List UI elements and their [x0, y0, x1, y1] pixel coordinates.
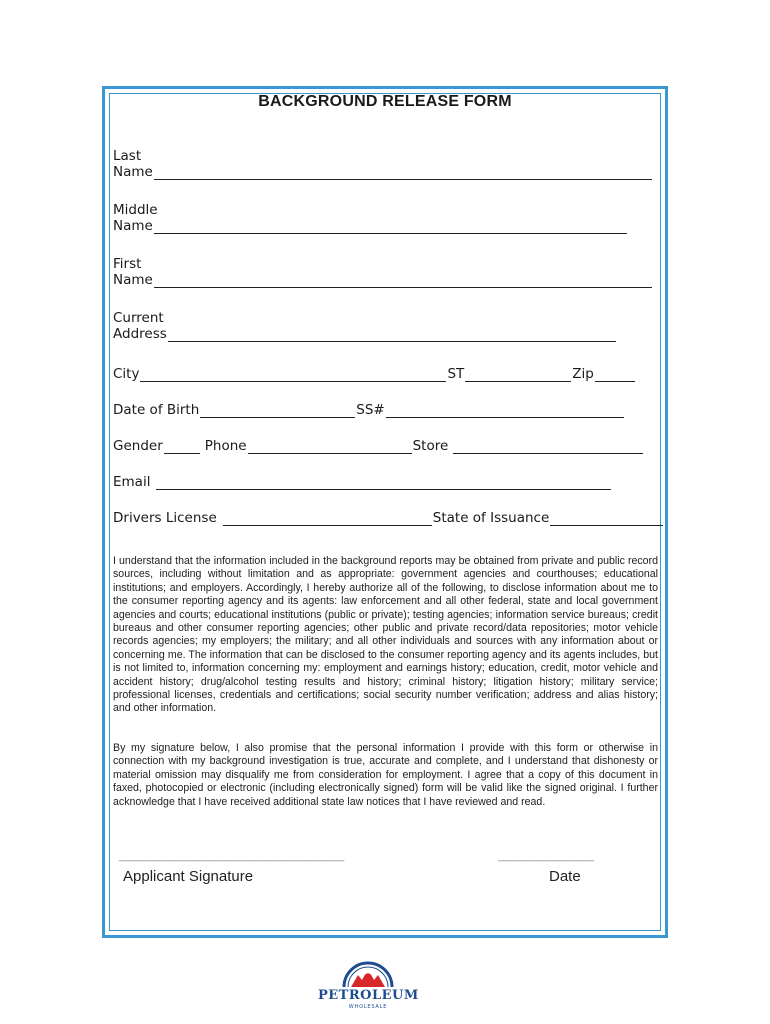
- drivers-license-field: [113, 510, 664, 526]
- gender-input-line[interactable]: [164, 438, 200, 454]
- phone-input-line[interactable]: [248, 438, 412, 454]
- applicant-signature-label: Applicant Signature: [123, 868, 254, 885]
- current-address-label-2: Address: [113, 326, 167, 342]
- middle-name-input-line[interactable]: [154, 218, 627, 234]
- last-name-label-2: Name: [113, 164, 153, 180]
- first-name-input-line[interactable]: [154, 272, 652, 288]
- authorization-paragraph: I understand that the information included in the background reports may be obtained from private and public record sources, including without limitation and as appropriate: government agencies and courthouses; educational institutions; and employers. Accordingly, I hereby authorize all of the following, to disclose information about me to the consumer reporting agency and its agents: law enforcement and all other federal, state and local government agencies and courts; educational institutions (public or private); testing agencies; information service bureaus; credit bureaus and other consumer reporting agencies; other public and private record/data repositories; motor vehicle records agencies; my employers; the military; and all other individuals and sources with any information about or concerning me. The information that can be disclosed to the consumer reporting agency and its agents includes, but is not limited to, information concerning my: employment and earnings history; education, credit, motor vehicle and accident history; drug/alcohol testing results and history; criminal history; litigation history; military service; professional licenses, credentials and certifications; social security number verification; address and alias history; and other information.: [113, 555, 658, 715]
- first-name-label-2: Name: [113, 272, 153, 288]
- current-address-label-1: Current: [113, 310, 164, 326]
- store-label: Store: [412, 438, 449, 454]
- middle-name-field: [113, 202, 628, 234]
- city-st-zip-field: [113, 366, 636, 382]
- petroleum-logo: [318, 955, 418, 1015]
- ss-label: SS#: [356, 402, 385, 418]
- email-label: Email: [113, 474, 151, 490]
- st-label: ST: [447, 366, 465, 382]
- middle-name-label-1: Middle: [113, 202, 158, 218]
- state-of-issuance-input-line[interactable]: [550, 510, 663, 526]
- first-name-label-1: First: [113, 256, 142, 272]
- last-name-field: [113, 148, 653, 180]
- city-label: City: [113, 366, 140, 382]
- logo-emblem-icon: [318, 955, 418, 989]
- zip-label: Zip: [572, 366, 594, 382]
- gender-label: Gender: [113, 438, 163, 454]
- st-input-line[interactable]: [465, 366, 571, 382]
- zip-input-line[interactable]: [595, 366, 635, 382]
- city-input-line[interactable]: [140, 366, 446, 382]
- logo-subtitle: WHOLESALE: [348, 1004, 388, 1010]
- logo-name: PETROLEUM: [318, 988, 419, 1003]
- ss-input-line[interactable]: [386, 402, 624, 418]
- state-of-issuance-label: State of Issuance: [432, 510, 550, 526]
- current-address-field: [113, 310, 617, 342]
- date-label: Date: [549, 868, 581, 885]
- last-name-label-1: Last: [113, 148, 142, 164]
- dob-ss-field: [113, 402, 625, 418]
- dob-label: Date of Birth: [113, 402, 200, 418]
- dob-input-line[interactable]: [200, 402, 355, 418]
- current-address-input-line[interactable]: [168, 326, 616, 342]
- certification-paragraph: By my signature below, I also promise that the personal information I provide with this form or otherwise in connection with my background investigation is true, accurate and complete, and I understand that dishonesty or material omission may disqualify me from consideration for employment. I agree that a copy of this document in faxed, photocopied or electronic (including electronically signed) form will be valid like the signed original. I further acknowledge that I have received additional state law notices that I have reviewed and read.: [113, 742, 658, 808]
- middle-name-label-2: Name: [113, 218, 153, 234]
- email-field: [113, 474, 612, 490]
- email-input-line[interactable]: [156, 474, 611, 490]
- drivers-license-label: Drivers License: [113, 510, 217, 526]
- date-line[interactable]: _________________: [498, 850, 594, 862]
- phone-label: Phone: [204, 438, 247, 454]
- signature-line[interactable]: ________________________________________: [119, 850, 344, 862]
- gender-phone-store-field: [113, 438, 644, 454]
- last-name-input-line[interactable]: [154, 164, 652, 180]
- drivers-license-input-line[interactable]: [223, 510, 432, 526]
- form-title: BACKGROUND RELEASE FORM: [258, 93, 512, 110]
- store-input-line[interactable]: [453, 438, 643, 454]
- first-name-field: [113, 256, 653, 288]
